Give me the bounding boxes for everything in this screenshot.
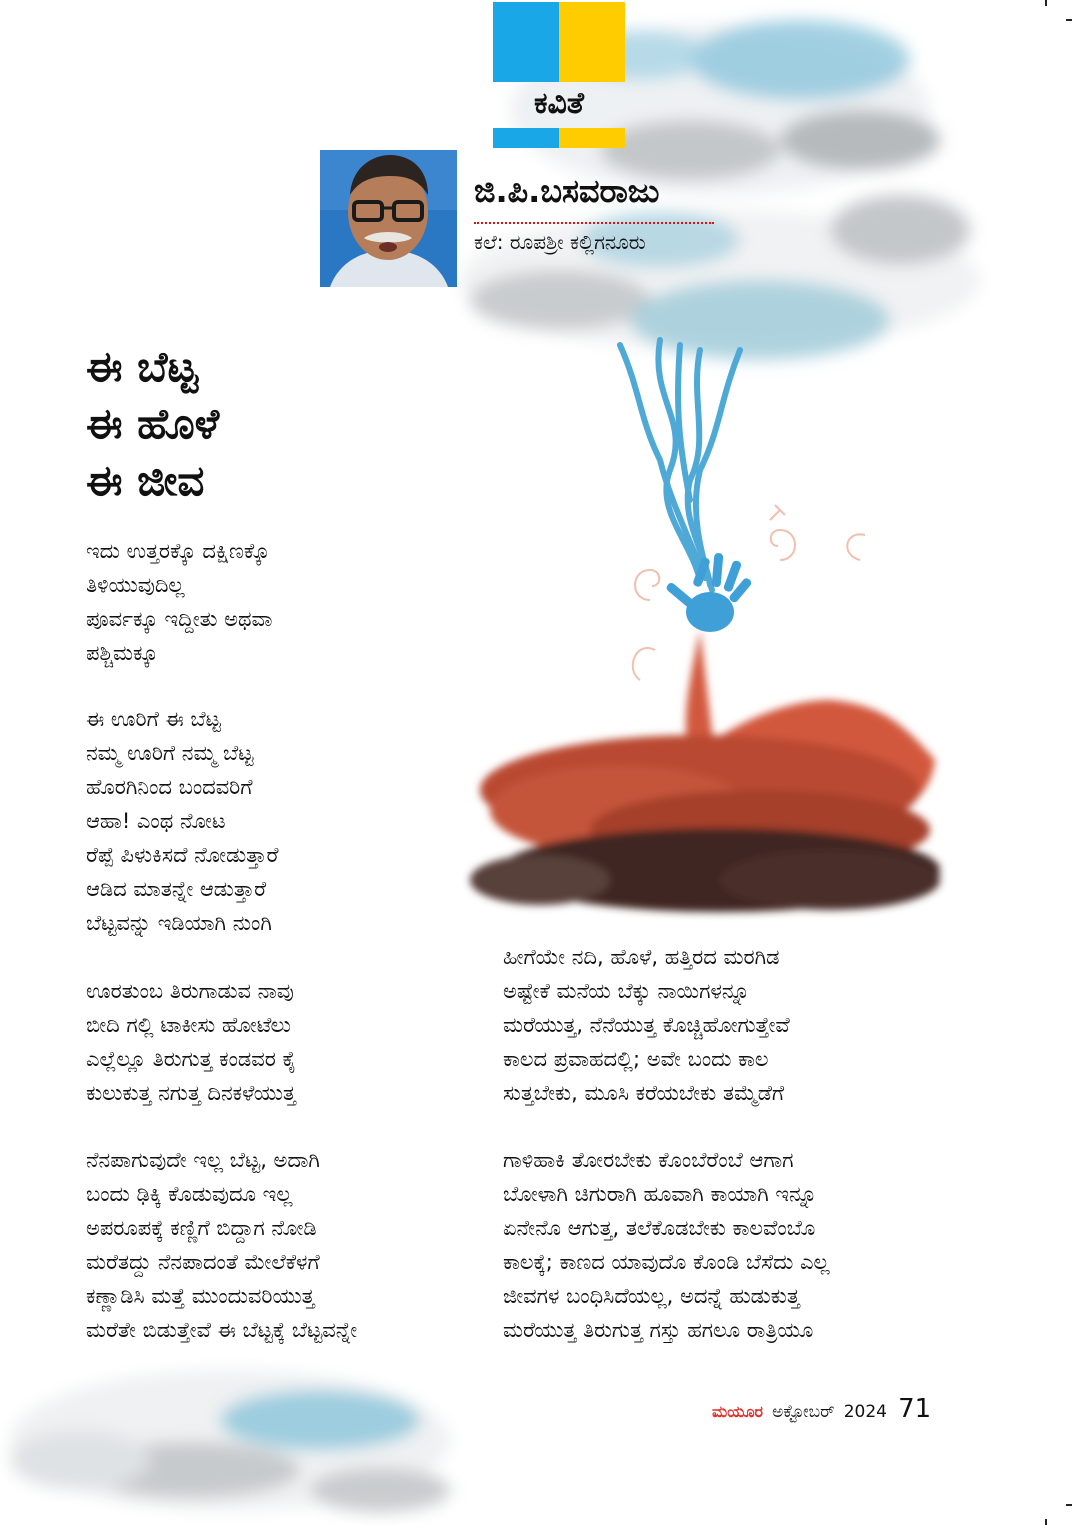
stanza-left-4 xyxy=(86,1143,357,1347)
tag-top-band xyxy=(493,2,625,82)
poem-line: ಬಂದು ಢಿಕ್ಕಿ ಕೊಡುವುದೂ ಇಲ್ಲ xyxy=(86,1182,293,1206)
section-tag xyxy=(493,2,625,148)
poem-line: ಕಣ್ಣಾಡಿಸಿ ಮತ್ತೆ ಮುಂದುವರಿಯುತ್ತ xyxy=(86,1284,315,1308)
poem-title xyxy=(86,338,219,509)
poem-line: ಊರತುಂಬ ತಿರುಗಾಡುವ ನಾವು xyxy=(86,979,294,1003)
poem-line: ಕುಲುಕುತ್ತ ನಗುತ್ತ ದಿನಕಳೆಯುತ್ತ xyxy=(86,1081,296,1105)
poem-line: ಪೂರ್ವಕ್ಕೂ ಇದ್ದೀತು ಅಥವಾ xyxy=(86,607,273,631)
tag-bottom-band xyxy=(493,128,625,148)
poem-line: ಜೀವಗಳ ಬಂಧಿಸಿದೆಯಲ್ಲ, ಅದನ್ನೆ ಹುಡುಕುತ್ತ xyxy=(503,1284,800,1308)
poem-line: ಈ ಊರಿಗೆ ಈ ಬೆಟ್ಟ xyxy=(86,707,221,731)
stanza-left-2 xyxy=(86,702,278,940)
poem-line: ಮರೆಯುತ್ತ, ನೆನೆಯುತ್ತ ಕೊಚ್ಚಿಹೋಗುತ್ತೇವೆ xyxy=(503,1013,790,1037)
page-number: 71 xyxy=(898,1394,932,1424)
stanza-left-1 xyxy=(86,534,272,670)
hand xyxy=(665,553,753,632)
poem-line: ಎಲ್ಲೆಲ್ಲೂ ತಿರುಗುತ್ತ ಕಂಡವರ ಕೈ xyxy=(86,1047,297,1071)
stanza-right-1 xyxy=(503,940,790,1110)
author-divider xyxy=(474,222,714,224)
poem-line: ಮರೆತೇ ಬಿಡುತ್ತೇವೆ ಈ ಬೆಟ್ಟಕ್ಕೆ ಬೆಟ್ಟವನ್ನೇ xyxy=(86,1318,358,1342)
poem-line: ಇದು ಉತ್ತರಕ್ಕೊ ದಕ್ಷಿಣಕ್ಕೊ xyxy=(86,539,270,563)
poem-line: ಬೆಟ್ಟವನ್ನು ಇಡಿಯಾಗಿ ನುಂಗಿ xyxy=(86,911,272,935)
issue-year: 2024 xyxy=(843,1402,887,1422)
page-footer xyxy=(712,1394,931,1424)
poem-line: ರೆಪ್ಪೆ ಪಿಳುಕಿಸದೆ ನೋಡುತ್ತಾರೆ xyxy=(86,843,279,867)
water-stream xyxy=(620,340,740,590)
title-line: ಈ ಹೊಳೆ xyxy=(86,399,220,448)
poem-line: ಕಾಲಕ್ಕೆ; ಕಾಣದ ಯಾವುದೊ ಕೊಂಡಿ ಬೆಸೆದು ಎಲ್ಲ xyxy=(503,1250,830,1274)
issue-month: ಅಕ್ಟೋಬರ್ xyxy=(772,1402,835,1422)
poem-line: ಮರೆತದ್ದು ನೆನಪಾದಂತೆ ಮೇಲೆಕೆಳಗೆ xyxy=(86,1250,320,1274)
poem-line: ಸುತ್ತಬೇಕು, ಮೂಸಿ ಕರೆಯಬೇಕು ತಮ್ಮೆಡೆಗೆ xyxy=(503,1081,785,1105)
swirls xyxy=(633,505,865,680)
section-label: ಕವಿತೆ xyxy=(534,86,584,121)
poem-line: ಅಷ್ಟೇಕೆ ಮನೆಯ ಬೆಕ್ಕು ನಾಯಿಗಳನ್ನೂ xyxy=(503,979,750,1003)
poem-line: ಆಹಾ! ಎಂಥ ನೋಟ xyxy=(86,809,226,833)
crop-marks xyxy=(1046,0,1072,1525)
title-line: ಈ ಜೀವ xyxy=(86,456,205,505)
stanza-right-2 xyxy=(503,1143,830,1347)
poem-line: ಬೋಳಾಗಿ ಚಿಗುರಾಗಿ ಹೂವಾಗಿ ಕಾಯಾಗಿ ಇನ್ನೂ xyxy=(503,1182,817,1206)
art-credit: ಕಲೆ: ರೂಪಶ್ರೀ ಕಲ್ಲಿಗನೂರು xyxy=(474,230,646,254)
poem-line: ಏನೇನೊ ಆಗುತ್ತ, ತಲೆಕೊಡಬೇಕು ಕಾಲವೆಂಬೊ xyxy=(503,1216,816,1240)
stanza-left-3 xyxy=(86,974,296,1110)
poem-line: ಗಾಳಿಹಾಕಿ ತೋರಬೇಕು ಕೊಂಬೆರೆಂಬೆ ಆಗಾಗ xyxy=(503,1148,794,1172)
poem-line: ಬೀದಿ ಗಲ್ಲಿ ಟಾಕೀಸು ಹೋಟೆಲು xyxy=(86,1013,291,1037)
poem-line: ಆಡಿದ ಮಾತನ್ನೇ ಆಡುತ್ತಾರೆ xyxy=(86,877,267,901)
terracotta-body xyxy=(470,630,940,912)
poem-line: ನೆನಪಾಗುವುದೇ ಇಲ್ಲ ಬೆಟ್ಟ, ಅದಾಗಿ xyxy=(86,1148,320,1172)
poem-line: ಪಶ್ಚಿಮಕ್ಕೂ xyxy=(86,641,158,665)
poem-line: ತಿಳಿಯುವುದಿಲ್ಲ xyxy=(86,573,185,597)
magazine-name: ಮಯೂರ xyxy=(712,1402,764,1421)
poem-line: ಮರೆಯುತ್ತ ತಿರುಗುತ್ತ ಗಸ್ತು ಹಗಲೂ ರಾತ್ರಿಯೂ xyxy=(503,1318,814,1342)
author-name: ಜಿ.ಪಿ.ಬಸವರಾಜು xyxy=(474,172,660,210)
poem-line: ಹೊರಗಿನಿಂದ ಬಂದವರಿಗೆ xyxy=(86,775,253,799)
poem-line: ಹೀಗೆಯೇ ನದಿ, ಹೊಳೆ, ಹತ್ತಿರದ ಮರಗಿಡ xyxy=(503,945,780,969)
title-line: ಈ ಬೆಟ್ಟ xyxy=(86,342,198,391)
cloud-bottom xyxy=(10,1370,450,1512)
author-photo xyxy=(320,150,457,287)
poem-line: ನಮ್ಮ ಊರಿಗೆ ನಮ್ಮ ಬೆಟ್ಟ xyxy=(86,741,254,765)
poem-line: ಕಾಲದ ಪ್ರವಾಹದಲ್ಲಿ; ಅವೇ ಬಂದು ಕಾಲ xyxy=(503,1047,769,1071)
poem-line: ಅಪರೂಪಕ್ಕೆ ಕಣ್ಣಿಗೆ ಬಿದ್ದಾಗ ನೋಡಿ xyxy=(86,1216,317,1240)
